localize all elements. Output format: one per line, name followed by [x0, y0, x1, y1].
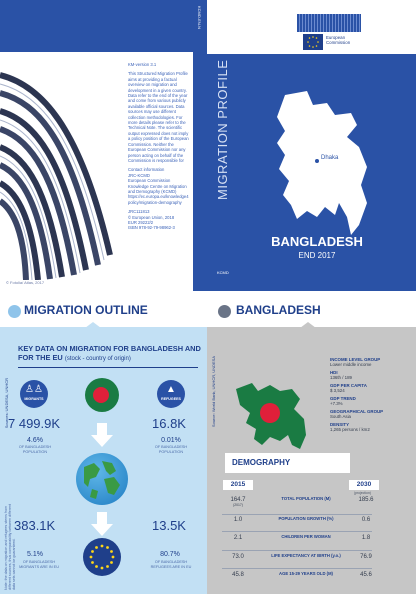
- fact-value: South Asia: [330, 413, 351, 419]
- key-data-title-text: KEY DATA ON MIGRATION FOR BANGLADESH AND FOR THE EU: [18, 344, 201, 362]
- berlaymont-icon: [297, 14, 361, 32]
- section-dot-icon: [8, 305, 21, 318]
- eu-migrants-total: 383.1K: [14, 518, 56, 533]
- refugees-icon: [157, 380, 185, 408]
- demography-row: [222, 572, 410, 588]
- country-facts: [330, 357, 412, 434]
- eu-flag-icon: [303, 34, 323, 50]
- flag-disc: [93, 387, 109, 403]
- fact-key: GEOGRAPHICAL GROUP: [330, 408, 384, 414]
- back-cover-blue-band: [0, 0, 207, 52]
- isbn: ISBN 978-92-79-98962-3: [128, 225, 175, 231]
- disclaimer-text: This Structured Migration Profile aims at providing a factual overview on migration and development in a given country. Data refer to the end of the year and come from various publicly available official sources. Data sources may use different collection methodologies. For more details please refer to the Technical Note. The scientific output expressed does not imply a policy position of the European Commission. Neither the European Commission nor any person acting on behalf of the Commission is responsible for: [128, 71, 189, 163]
- publication-info: [128, 62, 190, 231]
- fact-key: GDP TREND: [330, 395, 356, 401]
- eu-flag-icon: [83, 538, 121, 576]
- migrants-total: 7 499.9K: [8, 416, 61, 431]
- row-divider: [222, 531, 372, 532]
- bangladesh-map-icon: [255, 85, 375, 240]
- row-divider: [222, 514, 372, 515]
- migration-source: Sources: UNDESA, UNHCR: [4, 378, 9, 429]
- front-cover: [207, 0, 416, 291]
- european-commission-logo: [297, 14, 361, 54]
- indicator-label: CHILDREN PER WOMAN: [281, 534, 331, 539]
- eu-migrants-percent-label: OF BANGLADESH MIGRANTS ARE IN EU: [19, 560, 59, 569]
- section-dot-icon: [218, 305, 231, 318]
- contact-heading: Contact information: [128, 167, 165, 173]
- row-divider: [222, 550, 372, 551]
- globe-icon: [76, 453, 128, 505]
- kcmd-logo: KCMD: [217, 270, 229, 275]
- refugees-label: REFUGEES: [161, 397, 181, 401]
- logo-line-1: European: [326, 35, 346, 40]
- fact-value: 136th / 189: [330, 375, 352, 381]
- fact-key: GDP PER CAPITA: [330, 382, 367, 388]
- migrants-icon: [20, 380, 48, 408]
- jrc-number: JRC111813: [128, 209, 150, 215]
- refugees-percent-label: OF BANGLADESH POPULATION: [154, 445, 188, 454]
- value-2015: 45.8: [232, 572, 244, 578]
- year-2030: 2030: [349, 480, 379, 490]
- fact-key: INCOME LEVEL GROUP: [330, 357, 381, 362]
- eu-refugees-percent: 80.7%: [160, 551, 180, 558]
- refugees-percent: 0.01%: [161, 437, 181, 444]
- photo-credit: © Fotolia/ Atlas, 2017: [6, 280, 45, 285]
- indicator-label: POPULATION GROWTH (%): [278, 516, 334, 521]
- value-2015-note: (2017): [233, 503, 243, 507]
- logo-line-2: Commission: [326, 40, 351, 46]
- contact-name: JRC-KCMD: [128, 172, 150, 178]
- globe-continents: [76, 453, 128, 505]
- report-cover-spread: [0, 0, 416, 291]
- value-2015: 1.0: [233, 517, 243, 523]
- logo-wordmark: [326, 35, 350, 45]
- demography-title: DEMOGRAPHY: [232, 458, 291, 467]
- capital-label: Dhaka: [321, 155, 339, 161]
- migrants-label: MIGRANTS: [24, 397, 44, 401]
- refugees-total: 16.8K: [152, 416, 186, 431]
- value-2015: 2.1: [233, 535, 243, 541]
- migration-note: Note: the data on migration and refugees stems from different sources, thus comparability between different data sets cannot be guaranteed.: [4, 504, 16, 590]
- period-label: END 2017: [298, 251, 336, 260]
- eur-number: EUR 29222/2: [128, 220, 154, 226]
- key-data-subtitle: (stock - country of origin): [64, 355, 131, 362]
- year-2015: 2015: [223, 480, 253, 490]
- value-2015-number: 164.7: [230, 497, 246, 503]
- eu-migrants-percent: 5.1%: [27, 551, 43, 558]
- value-2030: 1.8: [361, 535, 371, 541]
- eu-stars: [83, 538, 121, 576]
- tent-icon: ▲: [166, 384, 176, 395]
- demography-row: [222, 535, 410, 551]
- back-cover: [0, 0, 207, 291]
- section-title-migration: MIGRATION OUTLINE: [24, 303, 148, 317]
- value-2030: 185.6: [358, 497, 374, 503]
- fact-value: 1,265 persons / km2: [330, 426, 370, 432]
- demography-row: [222, 497, 410, 513]
- value-2015: 73.0: [232, 554, 244, 560]
- indicator-label: LIFE EXPECTANCY AT BIRTH (y.o.): [271, 553, 341, 558]
- version-text: KM-version 3.1: [128, 62, 157, 67]
- migrants-percent-label: OF BANGLADESH POPULATION: [18, 445, 52, 454]
- fact-value: +7.3%: [330, 400, 343, 406]
- value-2030: 0.6: [361, 517, 371, 523]
- title-divider: [18, 367, 198, 368]
- spine-text: KCMD-EN-N: [197, 6, 202, 29]
- projection-label: (projection): [354, 491, 371, 495]
- value-2030: 76.9: [360, 554, 372, 560]
- value-2015: [222, 497, 254, 507]
- people-icon: ♙♙: [25, 384, 43, 395]
- fact-key: HDI: [330, 369, 338, 375]
- indicator-label: TOTAL POPULATION (M): [281, 496, 331, 501]
- row-divider: [222, 568, 372, 569]
- arrow-down-icon: [91, 423, 113, 447]
- contact-link[interactable]: https://ec.europa.eu/knowledge4policy/migration-demography: [128, 194, 189, 205]
- fact-value: $ 3,524: [330, 388, 345, 394]
- country-source: Source: World Bank, UNHCR, UNDESA: [211, 356, 216, 428]
- bangladesh-map-icon: [230, 375, 312, 455]
- contact-org: European Commission Knowledge Centre on Migration and Demography (KCMD): [128, 178, 187, 195]
- section-title-country: BANGLADESH: [236, 303, 321, 317]
- spine: [193, 0, 207, 291]
- cover-vertical-title: MIGRATION PROFILE: [215, 60, 230, 201]
- country-title: BANGLADESH: [271, 234, 363, 249]
- fact-key: DENSITY: [330, 421, 350, 427]
- fact-value: Lower middle income: [330, 362, 372, 368]
- key-data-title: [18, 345, 203, 363]
- indicator-label: AGE 15-29 YEARS OLD (M): [279, 571, 333, 576]
- value-2030: 45.6: [360, 572, 372, 578]
- eu-refugees-percent-label: OF BANGLADESH REFUGEES ARE IN EU: [150, 560, 192, 569]
- eu-refugees-total: 13.5K: [152, 518, 186, 533]
- bangladesh-flag-icon: [85, 378, 119, 412]
- architecture-photo: [0, 55, 120, 280]
- migrants-percent: 4.6%: [27, 437, 43, 444]
- arrow-down-icon: [91, 512, 113, 536]
- copyright: © European Union, 2018: [128, 214, 175, 220]
